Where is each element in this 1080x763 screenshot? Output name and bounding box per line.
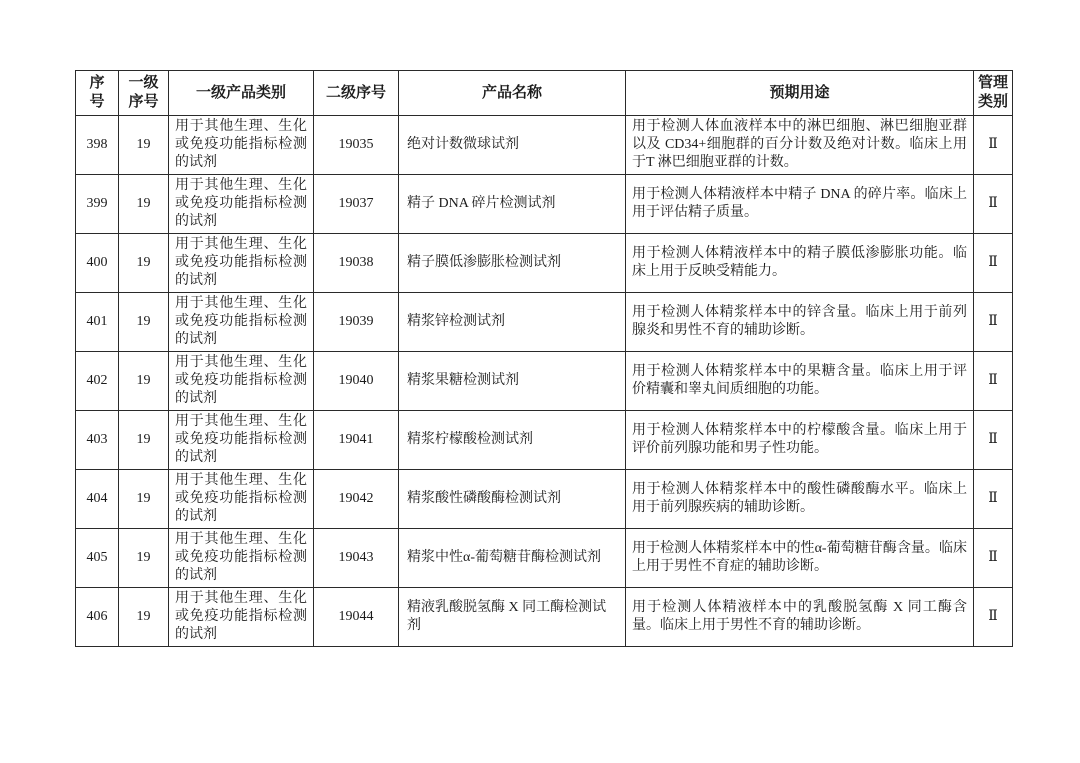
cell-level1-serial: 19	[119, 411, 169, 470]
cell-level2-serial: 19043	[314, 529, 399, 588]
cell-level1-category: 用于其他生理、生化或免疫功能指标检测的试剂	[169, 529, 314, 588]
cell-level1-serial: 19	[119, 293, 169, 352]
cell-intended-use: 用于检测人体精液样本中精子 DNA 的碎片率。临床上用于评估精子质量。	[626, 175, 974, 234]
cell-level2-serial: 19038	[314, 234, 399, 293]
cell-level1-category: 用于其他生理、生化或免疫功能指标检测的试剂	[169, 116, 314, 175]
cell-intended-use: 用于检测人体精浆样本中的酸性磷酸酶水平。临床上用于前列腺疾病的辅助诊断。	[626, 470, 974, 529]
table-row	[76, 470, 1013, 529]
cell-level1-serial: 19	[119, 234, 169, 293]
cell-product-name: 精浆果糖检测试剂	[399, 352, 626, 411]
cell-intended-use: 用于检测人体血液样本中的淋巴细胞、淋巴细胞亚群以及 CD34+细胞群的百分计数及绝对计数。临床上用于T 淋巴细胞亚群的计数。	[626, 116, 974, 175]
cell-level1-category: 用于其他生理、生化或免疫功能指标检测的试剂	[169, 234, 314, 293]
cell-level2-serial: 19037	[314, 175, 399, 234]
cell-management-class: Ⅱ	[974, 175, 1013, 234]
cell-intended-use: 用于检测人体精液样本中的精子膜低渗膨胀功能。临床上用于反映受精能力。	[626, 234, 974, 293]
table-head	[76, 71, 1013, 116]
cell-serial-number: 403	[76, 411, 119, 470]
cell-product-name: 精液乳酸脱氢酶 X 同工酶检测试剂	[399, 588, 626, 647]
cell-intended-use: 用于检测人体精浆样本中的性α-葡萄糖苷酶含量。临床上用于男性不育症的辅助诊断。	[626, 529, 974, 588]
table-row	[76, 411, 1013, 470]
cell-level1-serial: 19	[119, 352, 169, 411]
cell-intended-use: 用于检测人体精浆样本中的锌含量。临床上用于前列腺炎和男性不育的辅助诊断。	[626, 293, 974, 352]
cell-level2-serial: 19041	[314, 411, 399, 470]
cell-product-name: 精浆酸性磷酸酶检测试剂	[399, 470, 626, 529]
cell-management-class: Ⅱ	[974, 352, 1013, 411]
cell-level1-serial: 19	[119, 588, 169, 647]
cell-serial-number: 401	[76, 293, 119, 352]
table-row	[76, 352, 1013, 411]
cell-level1-category: 用于其他生理、生化或免疫功能指标检测的试剂	[169, 411, 314, 470]
cell-level1-serial: 19	[119, 529, 169, 588]
header-product-name: 产品名称	[399, 71, 626, 116]
cell-management-class: Ⅱ	[974, 116, 1013, 175]
header-level2-serial: 二级序号	[314, 71, 399, 116]
cell-serial-number: 400	[76, 234, 119, 293]
table-row	[76, 588, 1013, 647]
cell-product-name: 精子 DNA 碎片检测试剂	[399, 175, 626, 234]
cell-intended-use: 用于检测人体精浆样本中的果糖含量。临床上用于评价精囊和睾丸间质细胞的功能。	[626, 352, 974, 411]
product-classification-table	[75, 70, 1013, 647]
cell-management-class: Ⅱ	[974, 470, 1013, 529]
header-level1-category: 一级产品类别	[169, 71, 314, 116]
table-row	[76, 116, 1013, 175]
header-management-class: 管理类别	[974, 71, 1013, 116]
cell-product-name: 绝对计数微球试剂	[399, 116, 626, 175]
table-row	[76, 234, 1013, 293]
table-row	[76, 293, 1013, 352]
cell-level1-serial: 19	[119, 470, 169, 529]
cell-management-class: Ⅱ	[974, 234, 1013, 293]
cell-serial-number: 406	[76, 588, 119, 647]
table-header-row	[76, 71, 1013, 116]
cell-level1-category: 用于其他生理、生化或免疫功能指标检测的试剂	[169, 352, 314, 411]
cell-product-name: 精浆柠檬酸检测试剂	[399, 411, 626, 470]
cell-management-class: Ⅱ	[974, 411, 1013, 470]
cell-serial-number: 399	[76, 175, 119, 234]
cell-level2-serial: 19044	[314, 588, 399, 647]
cell-intended-use: 用于检测人体精液样本中的乳酸脱氢酶 X 同工酶含量。临床上用于男性不育的辅助诊断。	[626, 588, 974, 647]
cell-intended-use: 用于检测人体精浆样本中的柠檬酸含量。临床上用于评价前列腺功能和男子性功能。	[626, 411, 974, 470]
cell-management-class: Ⅱ	[974, 293, 1013, 352]
cell-serial-number: 402	[76, 352, 119, 411]
table-row	[76, 529, 1013, 588]
cell-level1-serial: 19	[119, 175, 169, 234]
table-row	[76, 175, 1013, 234]
cell-serial-number: 398	[76, 116, 119, 175]
cell-management-class: Ⅱ	[974, 588, 1013, 647]
cell-product-name: 精子膜低渗膨胀检测试剂	[399, 234, 626, 293]
cell-product-name: 精浆锌检测试剂	[399, 293, 626, 352]
cell-level1-category: 用于其他生理、生化或免疫功能指标检测的试剂	[169, 470, 314, 529]
cell-level2-serial: 19040	[314, 352, 399, 411]
cell-management-class: Ⅱ	[974, 529, 1013, 588]
cell-level1-category: 用于其他生理、生化或免疫功能指标检测的试剂	[169, 293, 314, 352]
cell-level1-serial: 19	[119, 116, 169, 175]
cell-serial-number: 405	[76, 529, 119, 588]
cell-level1-category: 用于其他生理、生化或免疫功能指标检测的试剂	[169, 588, 314, 647]
table-body	[76, 116, 1013, 647]
header-serial-number: 序号	[76, 71, 119, 116]
cell-level2-serial: 19042	[314, 470, 399, 529]
header-level1-serial: 一级序号	[119, 71, 169, 116]
cell-level2-serial: 19039	[314, 293, 399, 352]
cell-level2-serial: 19035	[314, 116, 399, 175]
cell-level1-category: 用于其他生理、生化或免疫功能指标检测的试剂	[169, 175, 314, 234]
cell-serial-number: 404	[76, 470, 119, 529]
header-intended-use: 预期用途	[626, 71, 974, 116]
cell-product-name: 精浆中性α-葡萄糖苷酶检测试剂	[399, 529, 626, 588]
